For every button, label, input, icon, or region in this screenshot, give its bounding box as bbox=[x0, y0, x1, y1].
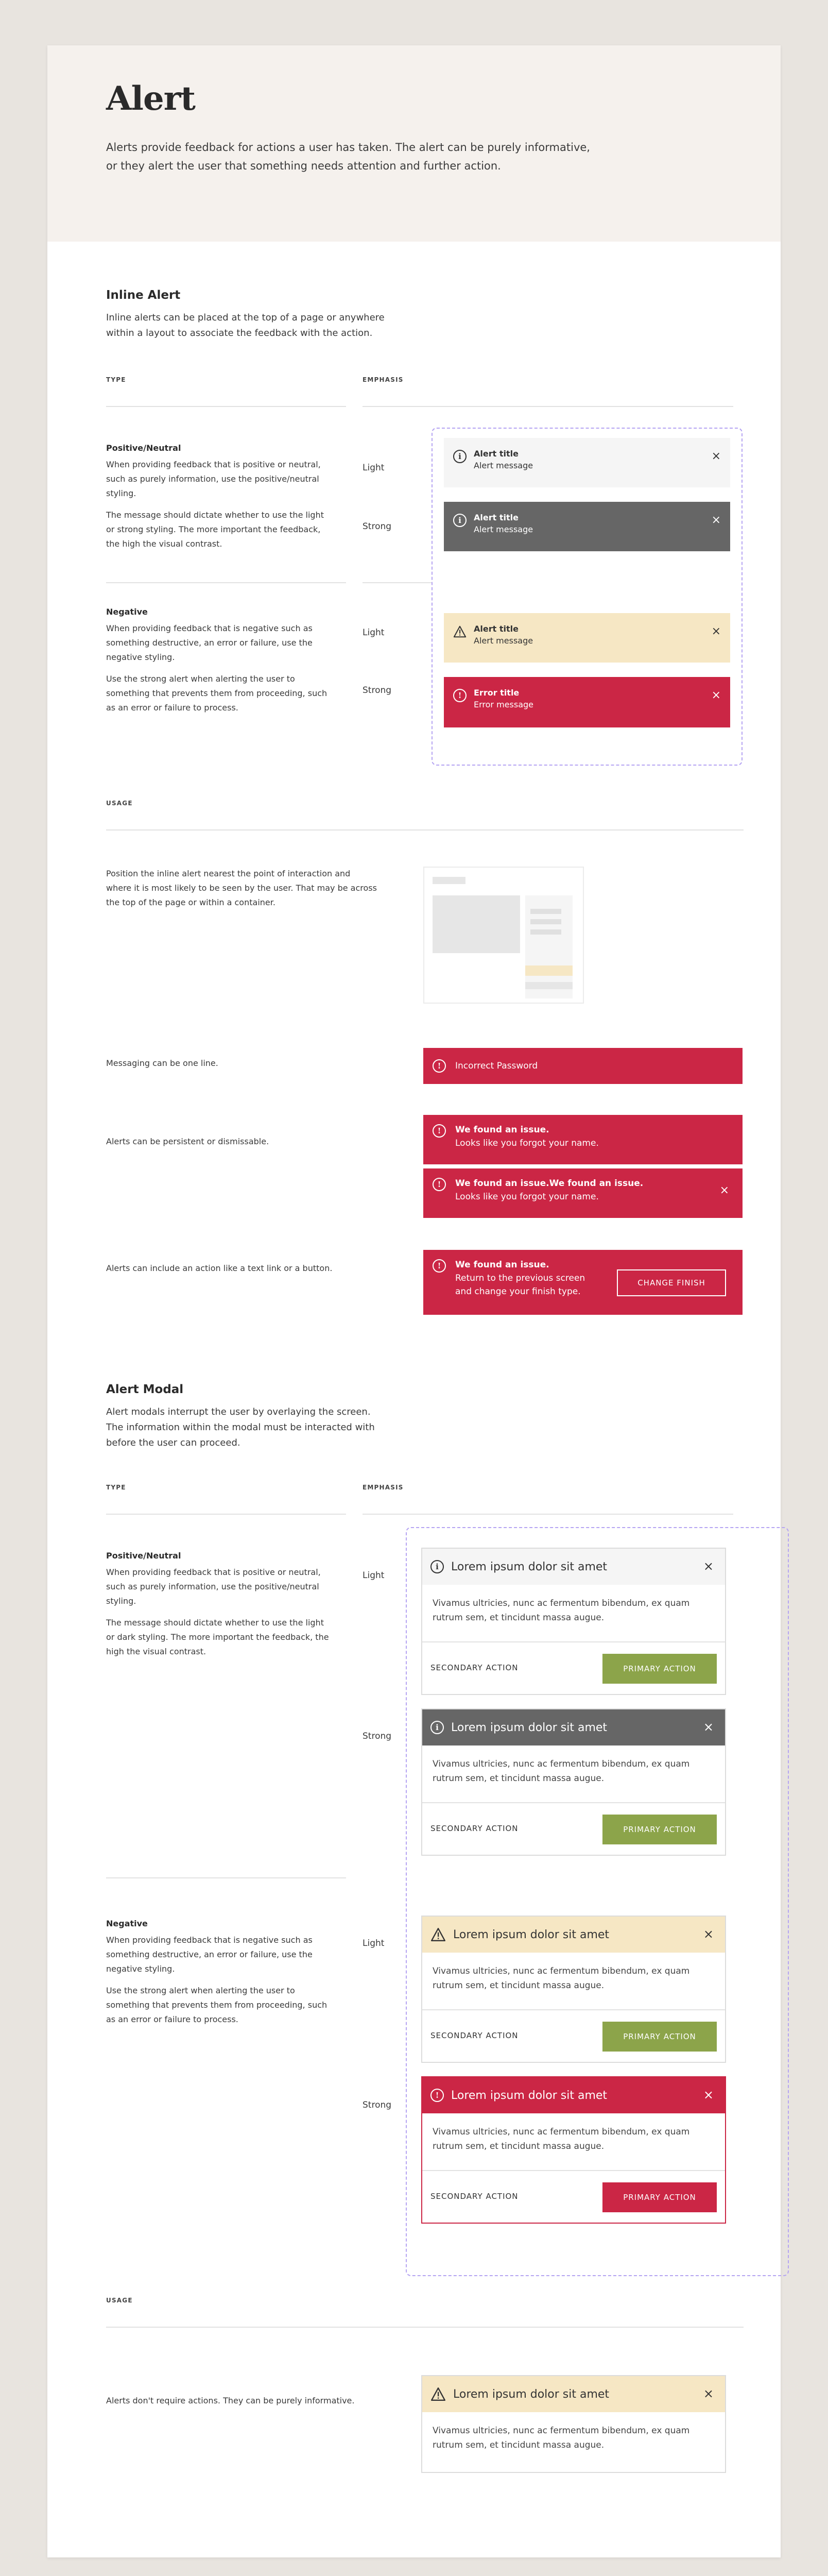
divider bbox=[106, 1514, 346, 1515]
usage-placement-text: Position the inline alert nearest the point of interaction and where it is most likely to be seen by the user. That may be across the top of the page or within a container. bbox=[106, 869, 377, 907]
alert-light-neutral bbox=[444, 438, 730, 487]
error-icon: ! bbox=[433, 1124, 446, 1138]
error-icon: ! bbox=[433, 1259, 446, 1273]
divider bbox=[106, 829, 744, 831]
modal-positive-desc: When providing feedback that is positive or neutral, such as purely information, use the positive/neutral styling. The message should dictate whether to use the light or dark styling. The more important the feedback, the high the visual contrast. bbox=[106, 1567, 329, 1656]
modal-light-negative bbox=[421, 1916, 726, 2063]
positive-desc: When providing feedback that is positive or neutral, such as purely information, use the positive/neutral styling. The message should dictate whether to use the light or strong styling. The more important the feedback, the high the visual contrast. bbox=[106, 460, 324, 549]
info-icon: i bbox=[430, 1560, 444, 1573]
secondary-action-button[interactable]: SECONDARY ACTION bbox=[430, 2031, 519, 2040]
close-icon[interactable]: × bbox=[703, 2386, 714, 2401]
modal-footer bbox=[422, 2170, 725, 2223]
alert-message: Error message bbox=[474, 700, 533, 709]
close-icon[interactable]: × bbox=[711, 625, 721, 638]
col-type-label: TYPE bbox=[106, 1484, 126, 1491]
alert-title: We found an issue.We found an issue. bbox=[455, 1178, 644, 1189]
modal-body: Vivamus ultricies, nunc ac fermentum bibendum, ex quam rutrum sem, et tincidunt massa augue. bbox=[433, 2426, 690, 2450]
divider bbox=[106, 406, 346, 407]
modal-light-neutral bbox=[421, 1548, 726, 1695]
page-card bbox=[47, 45, 781, 2557]
col-type-label: TYPE bbox=[106, 376, 126, 383]
alert-message: Incorrect Password bbox=[455, 1061, 538, 1071]
alert-title: Alert title bbox=[474, 513, 519, 522]
alert-message: Looks like you forgot your name. bbox=[455, 1192, 599, 1202]
secondary-action-button[interactable]: SECONDARY ACTION bbox=[430, 1663, 519, 1672]
inline-desc-2: within a layout to associate the feedback with the action. bbox=[106, 328, 373, 338]
error-icon: ! bbox=[433, 1059, 446, 1073]
page-title: Alert bbox=[106, 79, 195, 118]
alert-message: Alert message bbox=[474, 461, 533, 470]
light-label: Light bbox=[363, 628, 385, 638]
close-icon[interactable]: × bbox=[711, 450, 721, 463]
alert-message: and change your finish type. bbox=[455, 1286, 581, 1297]
modal-header bbox=[422, 1549, 725, 1585]
modal-title: Lorem ipsum dolor sit amet bbox=[451, 1560, 608, 1573]
negative-desc: When providing feedback that is negative such as something destructive, an error or failure, use the negative styling. Use the strong alert when alerting the user to something that prevents them from proceeding, such as an error or failure to process. bbox=[106, 623, 327, 713]
error-icon: ! bbox=[433, 1178, 446, 1191]
primary-action-button[interactable]: PRIMARY ACTION bbox=[602, 2022, 717, 2052]
close-icon[interactable]: × bbox=[703, 2088, 714, 2102]
alert-strong-negative bbox=[444, 677, 730, 727]
info-icon: i bbox=[453, 450, 467, 463]
alert-title: Error title bbox=[474, 688, 520, 698]
primary-action-button[interactable]: PRIMARY ACTION bbox=[602, 1654, 717, 1684]
divider bbox=[363, 1514, 733, 1515]
alert-title: Alert title bbox=[474, 449, 519, 459]
modal-header bbox=[422, 2376, 725, 2412]
modal-footer bbox=[422, 2009, 725, 2062]
divider bbox=[106, 1877, 346, 1878]
alert-message: Alert message bbox=[474, 524, 533, 534]
alert-title: We found an issue. bbox=[455, 1125, 549, 1135]
alert-title: Alert title bbox=[474, 624, 519, 634]
alert-title: We found an issue. bbox=[455, 1260, 549, 1270]
close-icon[interactable]: × bbox=[703, 1720, 714, 1734]
primary-action-button[interactable]: PRIMARY ACTION bbox=[602, 2182, 717, 2212]
modal-title: Lorem ipsum dolor sit amet bbox=[453, 2387, 610, 2401]
modal-strong-negative bbox=[421, 2076, 726, 2224]
modal-header bbox=[422, 2077, 725, 2113]
alert-strong-neutral bbox=[444, 502, 730, 551]
modal-negative-title: Negative bbox=[106, 1919, 148, 1928]
alert-message: Alert message bbox=[474, 636, 533, 646]
modal-body: Vivamus ultricies, nunc ac fermentum bibendum, ex quam rutrum sem, et tincidunt massa augue. bbox=[433, 2127, 690, 2151]
inline-alert-heading: Inline Alert bbox=[106, 289, 181, 302]
usage-action-text: Alerts can include an action like a text link or a button. bbox=[106, 1263, 333, 1273]
alert-persistent bbox=[423, 1115, 743, 1164]
modal-body: Vivamus ultricies, nunc ac fermentum bibendum, ex quam rutrum sem, et tincidunt massa augue. bbox=[433, 1966, 690, 1991]
modal-title: Lorem ipsum dolor sit amet bbox=[451, 1721, 608, 1734]
usage-label: USAGE bbox=[106, 800, 133, 807]
strong-label: Strong bbox=[363, 521, 392, 532]
inline-desc-1: Inline alerts can be placed at the top of a page or anywhere bbox=[106, 312, 385, 323]
secondary-action-button[interactable]: SECONDARY ACTION bbox=[430, 1824, 519, 1833]
error-icon: ! bbox=[430, 2089, 444, 2102]
warning-icon bbox=[430, 2387, 446, 2401]
warning-icon bbox=[430, 1927, 446, 1942]
col-emphasis-label: EMPHASIS bbox=[363, 376, 404, 383]
alert-modal-heading: Alert Modal bbox=[106, 1383, 184, 1396]
placement-illustration bbox=[423, 867, 584, 1004]
alert-one-line bbox=[423, 1048, 743, 1084]
modal-info-only bbox=[421, 2375, 726, 2473]
alert-message: Looks like you forgot your name. bbox=[455, 1138, 599, 1148]
usage-label: USAGE bbox=[106, 2297, 133, 2304]
modal-positive-title: Positive/Neutral bbox=[106, 1551, 181, 1561]
close-icon[interactable]: × bbox=[711, 689, 721, 702]
modal-header bbox=[422, 1709, 725, 1745]
alert-message: Return to the previous screen bbox=[455, 1273, 585, 1283]
divider bbox=[363, 406, 733, 407]
info-icon: i bbox=[430, 1721, 444, 1734]
modal-strong-neutral bbox=[421, 1708, 726, 1856]
strong-label: Strong bbox=[363, 685, 392, 696]
modal-header bbox=[422, 1917, 725, 1953]
primary-action-button[interactable]: PRIMARY ACTION bbox=[602, 1815, 717, 1844]
usage-no-action-text: Alerts don't require actions. They can be purely informative. bbox=[106, 2396, 355, 2405]
alert-with-action bbox=[423, 1250, 743, 1315]
info-icon: i bbox=[453, 514, 467, 527]
col-emphasis-label: EMPHASIS bbox=[363, 1484, 404, 1491]
light-label: Light bbox=[363, 463, 385, 473]
close-icon[interactable]: × bbox=[719, 1184, 729, 1197]
usage-persistent-text: Alerts can be persistent or dismissable. bbox=[106, 1137, 269, 1146]
usage-one-line-text: Messaging can be one line. bbox=[106, 1058, 218, 1068]
close-icon[interactable]: × bbox=[703, 1559, 714, 1573]
strong-label: Strong bbox=[363, 1731, 392, 1741]
alert-dismissable bbox=[423, 1168, 743, 1218]
intro-line-1: Alerts provide feedback for actions a user has taken. The alert can be purely informative, bbox=[106, 141, 590, 154]
inline-alert-examples bbox=[432, 428, 743, 766]
secondary-action-button[interactable]: SECONDARY ACTION bbox=[430, 2192, 519, 2201]
modal-footer bbox=[422, 1802, 725, 1855]
divider bbox=[106, 582, 346, 583]
modal-title: Lorem ipsum dolor sit amet bbox=[451, 2089, 608, 2102]
negative-title: Negative bbox=[106, 607, 148, 617]
light-label: Light bbox=[363, 1570, 385, 1581]
intro-line-2: or they alert the user that something needs attention and further action. bbox=[106, 160, 501, 172]
alert-light-negative bbox=[444, 613, 730, 663]
modal-body: Vivamus ultricies, nunc ac fermentum bibendum, ex quam rutrum sem, et tincidunt massa augue. bbox=[433, 1598, 690, 1623]
change-finish-button[interactable]: CHANGE FINISH bbox=[617, 1269, 726, 1296]
close-icon[interactable]: × bbox=[703, 1927, 714, 1941]
error-icon: ! bbox=[453, 689, 467, 702]
modal-negative-desc: When providing feedback that is negative such as something destructive, an error or failure, use the negative styling. Use the strong alert when alerting the user to something that prevents them from proceeding, such as an error or failure to process. bbox=[106, 1935, 327, 2024]
modal-desc: Alert modals interrupt the user by overlaying the screen. The information within the modal must be interacted with before the user can proceed. bbox=[106, 1406, 375, 1448]
modal-footer bbox=[422, 1641, 725, 1694]
modal-body: Vivamus ultricies, nunc ac fermentum bibendum, ex quam rutrum sem, et tincidunt massa augue. bbox=[433, 1759, 690, 1784]
close-icon[interactable]: × bbox=[711, 514, 721, 527]
strong-label: Strong bbox=[363, 2100, 392, 2110]
modal-title: Lorem ipsum dolor sit amet bbox=[453, 1928, 610, 1941]
light-label: Light bbox=[363, 1938, 385, 1948]
hero bbox=[47, 45, 781, 242]
divider bbox=[363, 582, 432, 583]
divider bbox=[106, 2327, 744, 2328]
warning-icon bbox=[453, 625, 467, 638]
positive-title: Positive/Neutral bbox=[106, 443, 181, 453]
